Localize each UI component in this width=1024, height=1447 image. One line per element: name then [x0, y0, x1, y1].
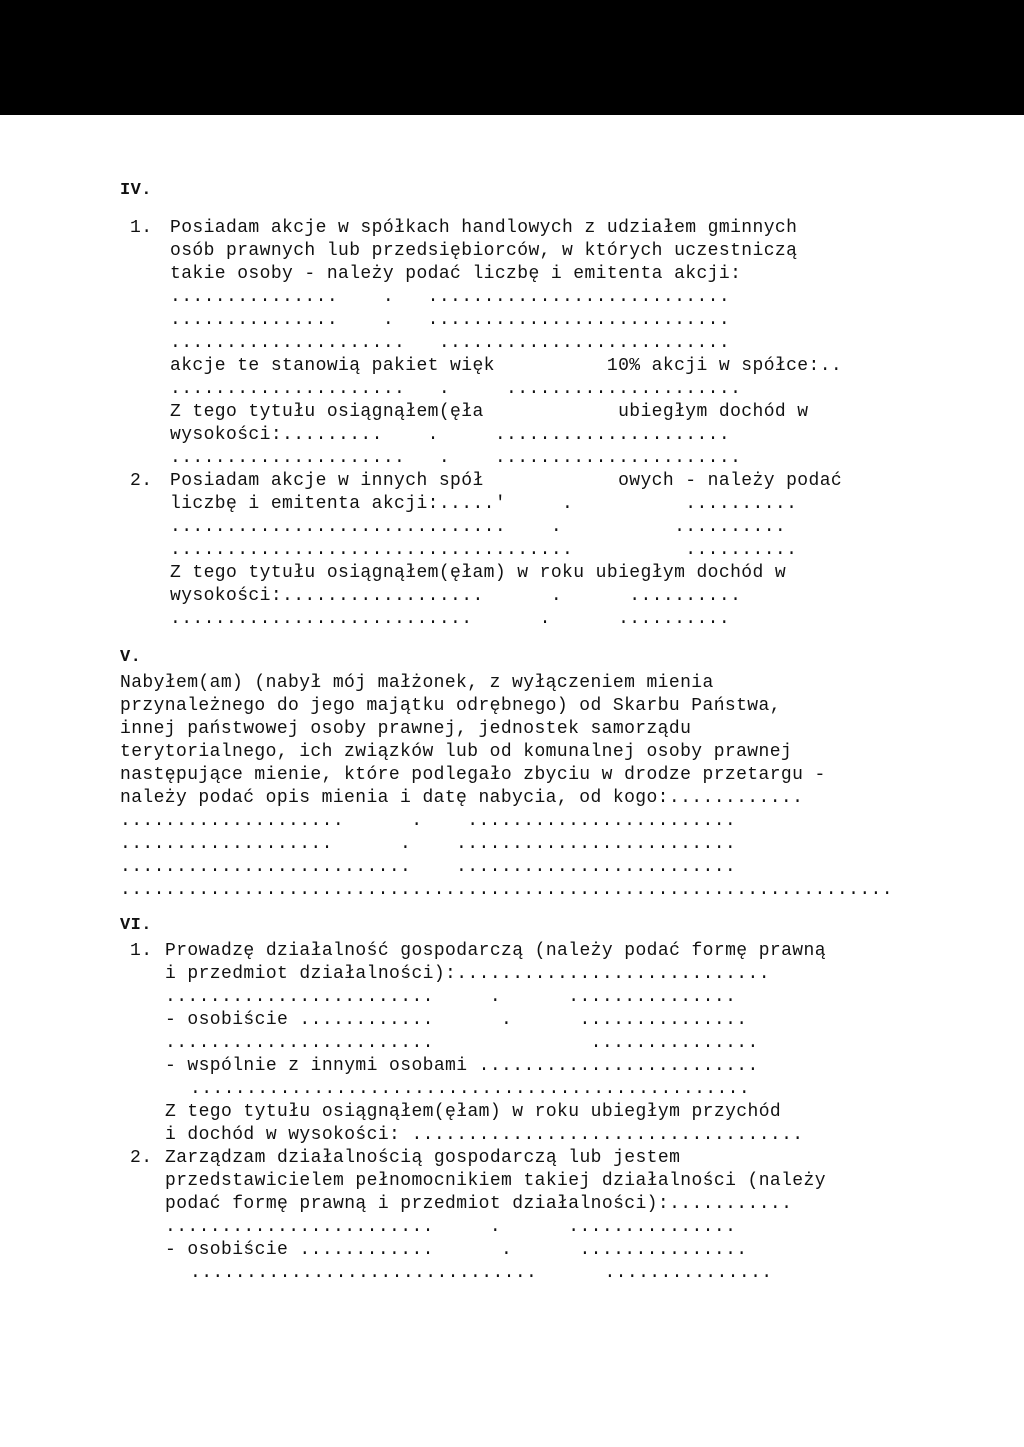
section-v-heading: V. — [120, 648, 142, 667]
section-iv-item1-line: ............... . ........................... — [170, 287, 731, 307]
section-iv-item1-line: Posiadam akcje w spółkach handlowych z udziałem gminnych — [170, 218, 798, 238]
section-iv-item2-line: liczbę i emitenta akcji:.....' . .......... — [170, 494, 798, 514]
section-vi-item2-number: 2. — [130, 1148, 153, 1168]
section-iv-item1-line: ............... . ........................... — [170, 310, 731, 330]
section-v-line: ..................................................................... — [120, 880, 893, 900]
section-iv-heading: IV. — [120, 181, 152, 200]
section-vi-item2-line: podać formę prawną i przedmiot działalności):........... — [165, 1194, 793, 1214]
section-iv-item2-line: Posiadam akcje w innych spół owych - należy podać — [170, 471, 843, 491]
section-v-line: należy podać opis mienia i datę nabycia, od kogo:............ — [120, 788, 804, 808]
section-iv-item2-number: 2. — [130, 471, 153, 491]
section-vi-item2-line: ........................ . ............... — [165, 1217, 737, 1237]
section-iv-item1-line: ..................... . ...................... — [170, 448, 742, 468]
section-iv-item1-line: takie osoby - należy podać liczbę i emitenta akcji: — [170, 264, 742, 284]
section-vi-item2-line: Zarządzam działalnością gospodarczą lub jestem — [165, 1148, 681, 1168]
section-vi-item2-line: - osobiście ............ . ............... — [165, 1240, 748, 1260]
section-vi-item2-line: ............................... ............... — [190, 1263, 773, 1283]
section-vi-item1-number: 1. — [130, 941, 153, 961]
section-iv-item1-number: 1. — [130, 218, 153, 238]
section-vi-item1-line: ........................ ............... — [165, 1033, 759, 1053]
section-vi-item2-line: przedstawicielem pełnomocnikiem takiej działalności (należy — [165, 1171, 826, 1191]
section-vi-item1-line: ........................ . ............... — [165, 987, 737, 1007]
section-iv-item2-line: .............................. . .......... — [170, 517, 787, 537]
section-vi-item1-line: - osobiście ............ . ............... — [165, 1010, 748, 1030]
section-iv-item2-line: ........................... . .......... — [170, 609, 731, 629]
section-v-line: innej państwowej osoby prawnej, jednostek samorządu — [120, 719, 692, 739]
section-v-line: terytorialnego, ich związków lub od komunalnej osoby prawnej — [120, 742, 793, 762]
section-iv-item2-line: Z tego tytułu osiągnąłem(ęłam) w roku ubiegłym dochód w — [170, 563, 787, 583]
section-v-line: przynależnego do jego majątku odrębnego) od Skarbu Państwa, — [120, 696, 781, 716]
section-vi-item1-line: Z tego tytułu osiągnąłem(ęłam) w roku ubiegłym przychód — [165, 1102, 782, 1122]
section-vi-item1-line: .................................................. — [190, 1079, 751, 1099]
section-vi-item1-line: Prowadzę działalność gospodarczą (należy podać formę prawną — [165, 941, 826, 961]
section-iv-item1-line: ..................... . ..................... — [170, 379, 742, 399]
section-v-line: .................... . ........................ — [120, 811, 737, 831]
section-iv-item1-line: osób prawnych lub przedsiębiorców, w których uczestniczą — [170, 241, 798, 261]
section-iv-item1-line: Z tego tytułu osiągnąłem(ęła ubiegłym dochód w — [170, 402, 809, 422]
section-v-line: następujące mienie, które podlegało zbyciu w drodze przetargu - — [120, 765, 826, 785]
section-vi-item1-line: - wspólnie z innymi osobami ......................... — [165, 1056, 759, 1076]
section-v-line: .......................... ......................... — [120, 857, 737, 877]
section-iv-item1-line: wysokości:......... . ..................... — [170, 425, 731, 445]
section-v-line: Nabyłem(am) (nabył mój małżonek, z wyłączeniem mienia — [120, 673, 714, 693]
section-iv-item1-line: ..................... .......................... — [170, 333, 731, 353]
section-iv-item1-line: akcje te stanowią pakiet więk 10% akcji w spółce:.. — [170, 356, 843, 376]
section-vi-heading: VI. — [120, 916, 152, 935]
section-vi-item1-line: i dochód w wysokości: ................................... — [165, 1125, 804, 1145]
section-v-line: ................... . ......................... — [120, 834, 737, 854]
section-iv-item2-line: wysokości:.................. . .......... — [170, 586, 742, 606]
section-vi-item1-line: i przedmiot działalności):............................ — [165, 964, 770, 984]
section-iv-item2-line: .................................... .......... — [170, 540, 798, 560]
